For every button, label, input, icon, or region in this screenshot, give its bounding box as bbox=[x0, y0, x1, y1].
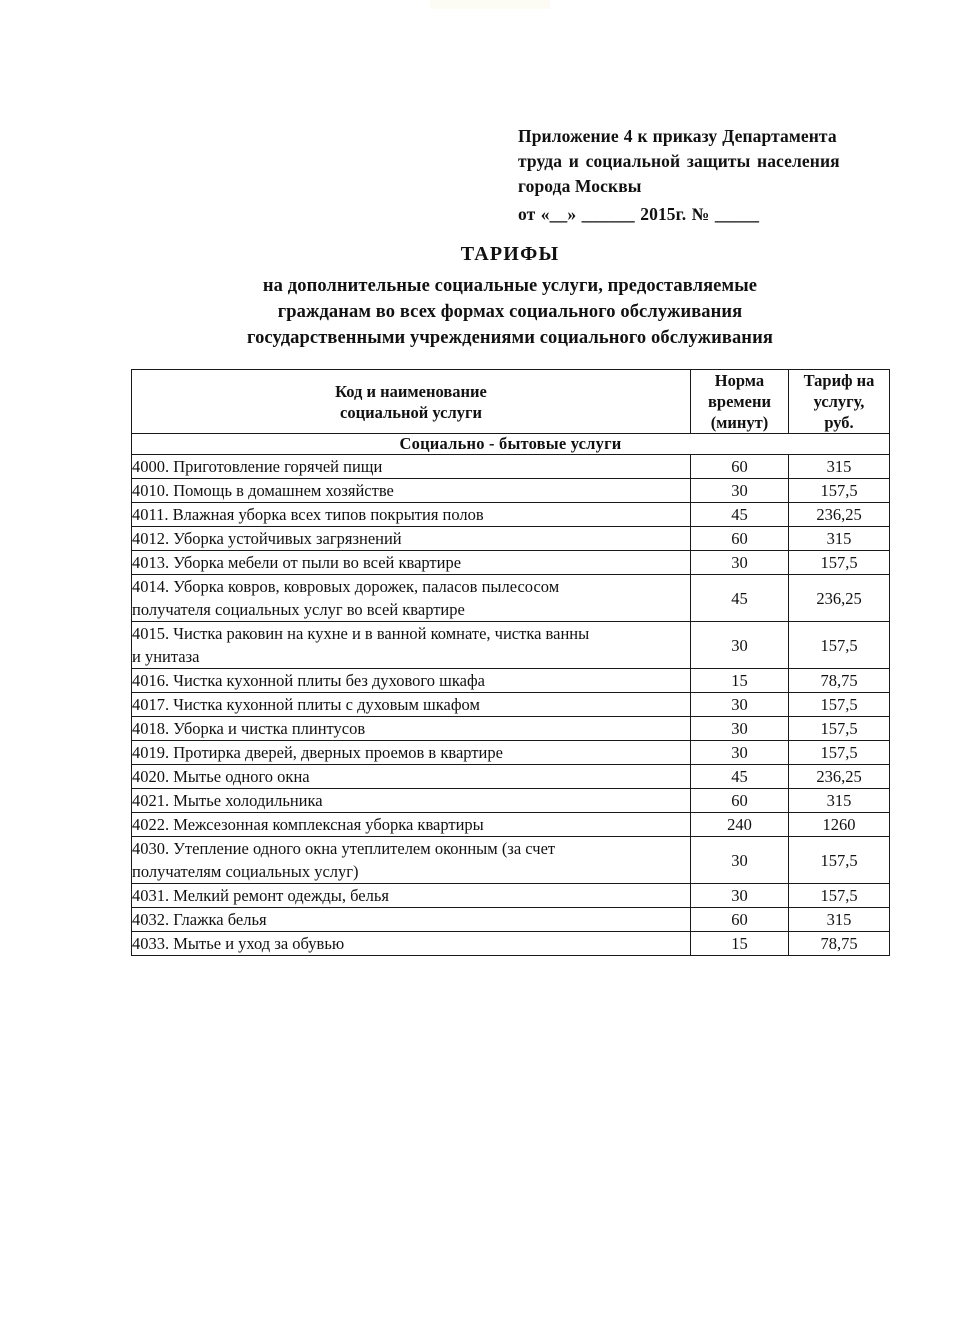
column-header-name bbox=[132, 370, 691, 434]
cell-service-name bbox=[132, 884, 691, 908]
table-row bbox=[132, 551, 890, 575]
cell-tariff-price: 315 bbox=[789, 455, 890, 479]
cell-tariff-price: 157,5 bbox=[789, 479, 890, 503]
service-name-line: 4020. Мытье одного окна bbox=[132, 767, 310, 786]
cell-tariff-price: 236,25 bbox=[789, 503, 890, 527]
cell-tariff-price: 157,5 bbox=[789, 551, 890, 575]
service-name-line: и унитаза bbox=[132, 647, 200, 666]
cell-time-norm: 60 bbox=[691, 527, 789, 551]
tariff-table-container bbox=[131, 369, 889, 956]
column-header-price bbox=[789, 370, 890, 434]
table-row bbox=[132, 693, 890, 717]
cell-service-name bbox=[132, 813, 691, 837]
table-head bbox=[132, 370, 890, 434]
cell-service-name bbox=[132, 551, 691, 575]
cell-service-name bbox=[132, 932, 691, 956]
service-name-line: 4016. Чистка кухонной плиты без духового шкафа bbox=[132, 671, 485, 690]
table-row bbox=[132, 622, 890, 669]
service-name-line: 4018. Уборка и чистка плинтусов bbox=[132, 719, 366, 738]
page-title: ТАРИФЫ bbox=[460, 243, 560, 265]
subtitle-line-2: гражданам во всех формах социального обслуживания bbox=[277, 302, 743, 322]
cell-time-norm: 30 bbox=[691, 837, 789, 884]
cell-time-norm: 60 bbox=[691, 908, 789, 932]
subtitle-line-3: государственными учреждениями социального обслуживания bbox=[247, 328, 773, 348]
cell-tariff-price: 315 bbox=[789, 789, 890, 813]
document-title-block bbox=[130, 243, 890, 351]
table-row bbox=[132, 669, 890, 693]
cell-tariff-price: 157,5 bbox=[789, 622, 890, 669]
table-row bbox=[132, 813, 890, 837]
cell-tariff-price: 315 bbox=[789, 527, 890, 551]
service-name-line: 4015. Чистка раковин на кухне и в ванной комнате, чистка ванны bbox=[132, 624, 590, 643]
cell-time-norm: 45 bbox=[691, 503, 789, 527]
service-name-line: 4012. Уборка устойчивых загрязнений bbox=[132, 529, 402, 548]
page-subtitle bbox=[130, 273, 890, 351]
cell-tariff-price: 157,5 bbox=[789, 741, 890, 765]
cell-service-name bbox=[132, 717, 691, 741]
service-name-line: получателя социальных услуг во всей квартире bbox=[132, 600, 465, 619]
scan-artifact bbox=[430, 0, 550, 9]
table-row bbox=[132, 765, 890, 789]
service-name-line: получателям социальных услуг) bbox=[132, 862, 359, 881]
service-name-line: 4021. Мытье холодильника bbox=[132, 791, 323, 810]
table-row bbox=[132, 503, 890, 527]
table-row bbox=[132, 575, 890, 622]
header-line-3: города Москвы bbox=[518, 176, 642, 196]
service-name-line: 4033. Мытье и уход за обувью bbox=[132, 934, 345, 953]
cell-tariff-price: 157,5 bbox=[789, 884, 890, 908]
table-row bbox=[132, 527, 890, 551]
cell-time-norm: 30 bbox=[691, 741, 789, 765]
cell-time-norm: 45 bbox=[691, 575, 789, 622]
table-row bbox=[132, 932, 890, 956]
table-row bbox=[132, 455, 890, 479]
subtitle-line-1: на дополнительные социальные услуги, предоставляемые bbox=[262, 276, 758, 296]
column-header-price-line-3: руб. bbox=[824, 413, 854, 432]
table-row bbox=[132, 837, 890, 884]
column-header-price-line-2: услугу, bbox=[813, 392, 865, 411]
cell-service-name bbox=[132, 479, 691, 503]
column-header-price-line-1: Тариф на bbox=[803, 371, 875, 390]
cell-service-name bbox=[132, 669, 691, 693]
document-header-block bbox=[518, 124, 918, 227]
cell-service-name bbox=[132, 575, 691, 622]
cell-service-name bbox=[132, 693, 691, 717]
column-header-name-line-1: Код и наименование bbox=[335, 381, 487, 401]
cell-time-norm: 60 bbox=[691, 455, 789, 479]
table-row bbox=[132, 717, 890, 741]
table-row bbox=[132, 479, 890, 503]
service-name-line: 4013. Уборка мебели от пыли во всей квартире bbox=[132, 553, 462, 572]
cell-tariff-price: 157,5 bbox=[789, 693, 890, 717]
cell-tariff-price: 157,5 bbox=[789, 837, 890, 884]
cell-time-norm: 15 bbox=[691, 932, 789, 956]
cell-service-name bbox=[132, 741, 691, 765]
table-header-row bbox=[132, 370, 890, 434]
cell-service-name bbox=[132, 908, 691, 932]
service-name-line: 4022. Межсезонная комплексная уборка квартиры bbox=[132, 815, 484, 834]
column-header-norm-line-3: (минут) bbox=[710, 413, 769, 432]
cell-time-norm: 15 bbox=[691, 669, 789, 693]
cell-time-norm: 30 bbox=[691, 551, 789, 575]
column-header-norm-line-2: времени bbox=[708, 392, 771, 411]
cell-service-name bbox=[132, 455, 691, 479]
cell-service-name bbox=[132, 503, 691, 527]
cell-service-name bbox=[132, 765, 691, 789]
service-name-line: 4017. Чистка кухонной плиты с духовым шкафом bbox=[132, 695, 480, 714]
service-name-line: 4010. Помощь в домашнем хозяйстве bbox=[132, 481, 394, 500]
service-name-line: 4019. Протирка дверей, дверных проемов в квартире bbox=[132, 743, 503, 762]
cell-service-name bbox=[132, 527, 691, 551]
cell-tariff-price: 236,25 bbox=[789, 575, 890, 622]
header-line-1: Приложение 4 к приказу Департамента bbox=[518, 126, 837, 146]
cell-time-norm: 30 bbox=[691, 884, 789, 908]
table-row bbox=[132, 908, 890, 932]
table-body bbox=[132, 434, 890, 956]
service-name-line: 4014. Уборка ковров, ковровых дорожек, паласов пылесосом bbox=[132, 577, 560, 596]
cell-tariff-price: 1260 bbox=[789, 813, 890, 837]
cell-time-norm: 30 bbox=[691, 479, 789, 503]
cell-tariff-price: 236,25 bbox=[789, 765, 890, 789]
column-header-norm-line-1: Норма bbox=[714, 371, 765, 390]
cell-time-norm: 240 bbox=[691, 813, 789, 837]
cell-tariff-price: 157,5 bbox=[789, 717, 890, 741]
table-section-row bbox=[132, 434, 890, 455]
cell-time-norm: 30 bbox=[691, 693, 789, 717]
header-line-date: от «__» ______ 2015г. № _____ bbox=[518, 204, 760, 224]
cell-tariff-price: 315 bbox=[789, 908, 890, 932]
column-header-name-line-2: социальной услуги bbox=[340, 402, 482, 422]
service-name-line: 4032. Глажка белья bbox=[132, 910, 267, 929]
tariff-table bbox=[131, 369, 890, 956]
column-header-norm bbox=[691, 370, 789, 434]
service-name-line: 4030. Утепление одного окна утеплителем оконным (за счет bbox=[132, 839, 556, 858]
service-name-line: 4000. Приготовление горячей пищи bbox=[132, 457, 383, 476]
table-row bbox=[132, 884, 890, 908]
service-name-line: 4011. Влажная уборка всех типов покрытия полов bbox=[132, 505, 484, 524]
table-row bbox=[132, 789, 890, 813]
cell-time-norm: 60 bbox=[691, 789, 789, 813]
cell-tariff-price: 78,75 bbox=[789, 669, 890, 693]
cell-time-norm: 30 bbox=[691, 717, 789, 741]
cell-service-name bbox=[132, 789, 691, 813]
cell-service-name bbox=[132, 622, 691, 669]
cell-tariff-price: 78,75 bbox=[789, 932, 890, 956]
header-line-2: труда и социальной защиты населения bbox=[518, 151, 840, 171]
cell-service-name bbox=[132, 837, 691, 884]
cell-time-norm: 45 bbox=[691, 765, 789, 789]
table-row bbox=[132, 741, 890, 765]
table-section-title: Социально - бытовые услуги bbox=[132, 434, 890, 455]
service-name-line: 4031. Мелкий ремонт одежды, белья bbox=[132, 886, 389, 905]
cell-time-norm: 30 bbox=[691, 622, 789, 669]
